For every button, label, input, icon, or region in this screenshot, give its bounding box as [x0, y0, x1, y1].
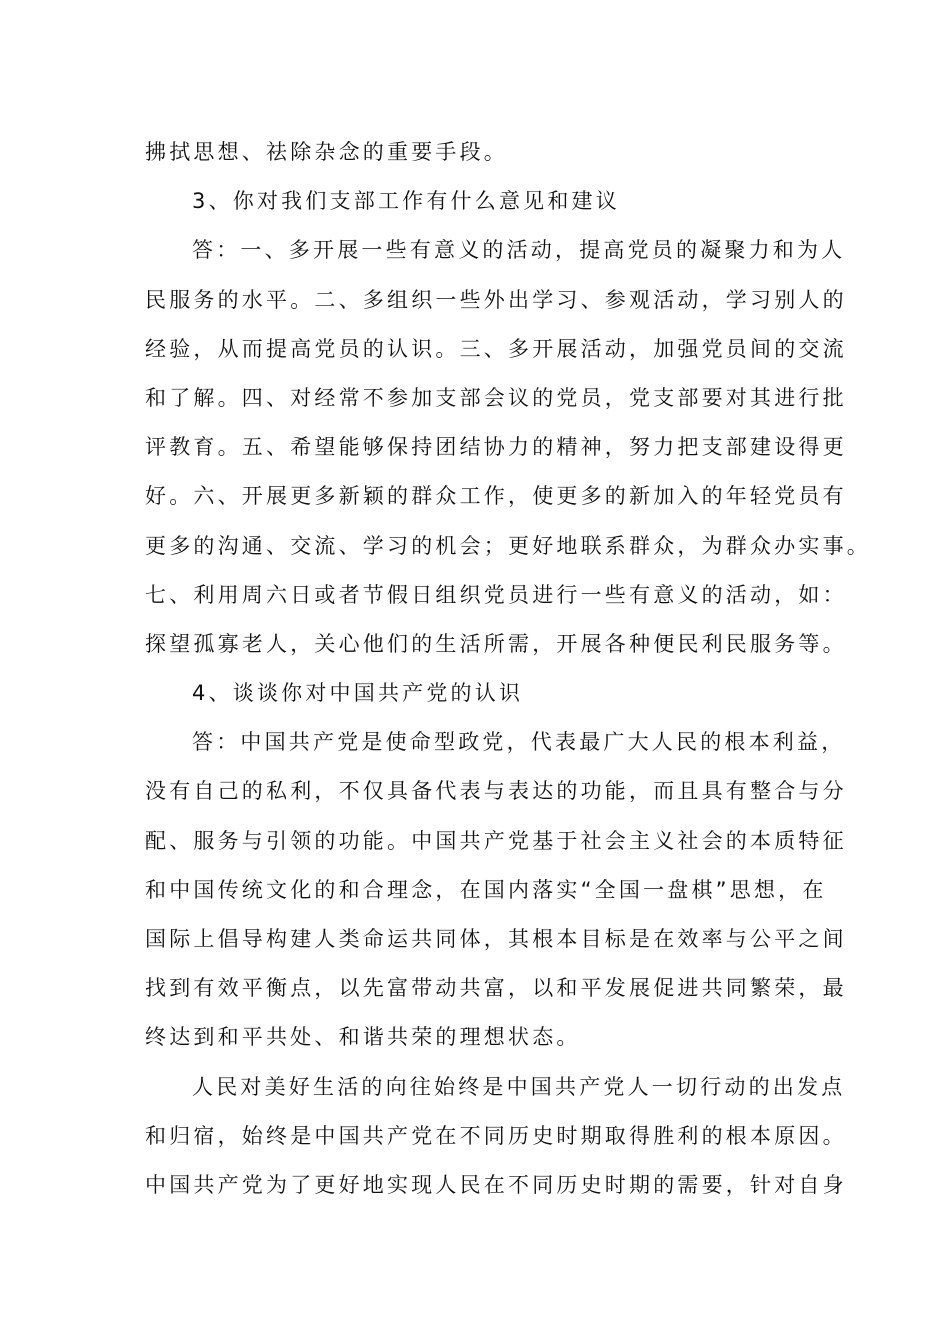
- text-line: 没有自己的私利，不仅具备代表与表达的功能，而且具有整合与分: [145, 779, 847, 804]
- answer-paragraph-start: 答：一、多开展一些有意义的活动，提高党员的凝聚力和为人: [192, 238, 846, 263]
- question-heading-4: 4、谈谈你对中国共产党的认识: [192, 681, 524, 706]
- text-line: 七、利用周六日或者节假日组织党员进行一些有意义的活动，如：: [145, 582, 847, 607]
- paragraph-start: 人民对美好生活的向往始终是中国共产党人一切行动的出发点: [192, 1074, 846, 1099]
- text-line: 民服务的水平。二、多组织一些外出学习、参观活动，学习别人的: [145, 287, 847, 312]
- answer-paragraph-start: 答：中国共产党是使命型政党，代表最广大人民的根本利益，: [192, 730, 846, 755]
- text-line: 拂拭思想、祛除杂念的重要手段。: [145, 140, 508, 164]
- text-line: 好。六、开展更多新颖的群众工作，使更多的新加入的年轻党员有: [145, 484, 847, 509]
- text-line: 配、服务与引领的功能。中国共产党基于社会主义社会的本质特征: [145, 828, 847, 853]
- text-line: 和归宿，始终是中国共产党在不同历史时期取得胜利的根本原因。: [145, 1123, 847, 1148]
- text-line: 和了解。四、对经常不参加支部会议的党员，党支部要对其进行批: [145, 385, 847, 410]
- question-heading-3: 3、你对我们支部工作有什么意见和建议: [192, 189, 620, 214]
- text-line: 找到有效平衡点，以先富带动共富，以和平发展促进共同繁荣，最: [145, 976, 847, 1001]
- text-line: 评教育。五、希望能够保持团结协力的精神，努力把支部建设得更: [145, 435, 847, 460]
- text-line: 国际上倡导构建人类命运共同体，其根本目标是在效率与公平之间: [145, 927, 847, 951]
- text-line: 经验，从而提高党员的认识。三、多开展活动，加强党员间的交流: [145, 336, 847, 361]
- document-page: [145, 133, 871, 1215]
- text-line: 探望孤寡老人，关心他们的生活所需，开展各种便民利民服务等。: [145, 631, 847, 656]
- text-line: 中国共产党为了更好地实现人民在不同历史时期的需要，针对自身: [145, 1172, 847, 1197]
- text-line: 更多的沟通、交流、学习的机会；更好地联系群众，为群众办实事。: [145, 533, 871, 558]
- text-line: 和中国传统文化的和合理念，在国内落实“全国一盘棋”思想，在: [145, 877, 827, 902]
- text-line: 终达到和平共处、和谐共荣的理想状态。: [145, 1025, 581, 1050]
